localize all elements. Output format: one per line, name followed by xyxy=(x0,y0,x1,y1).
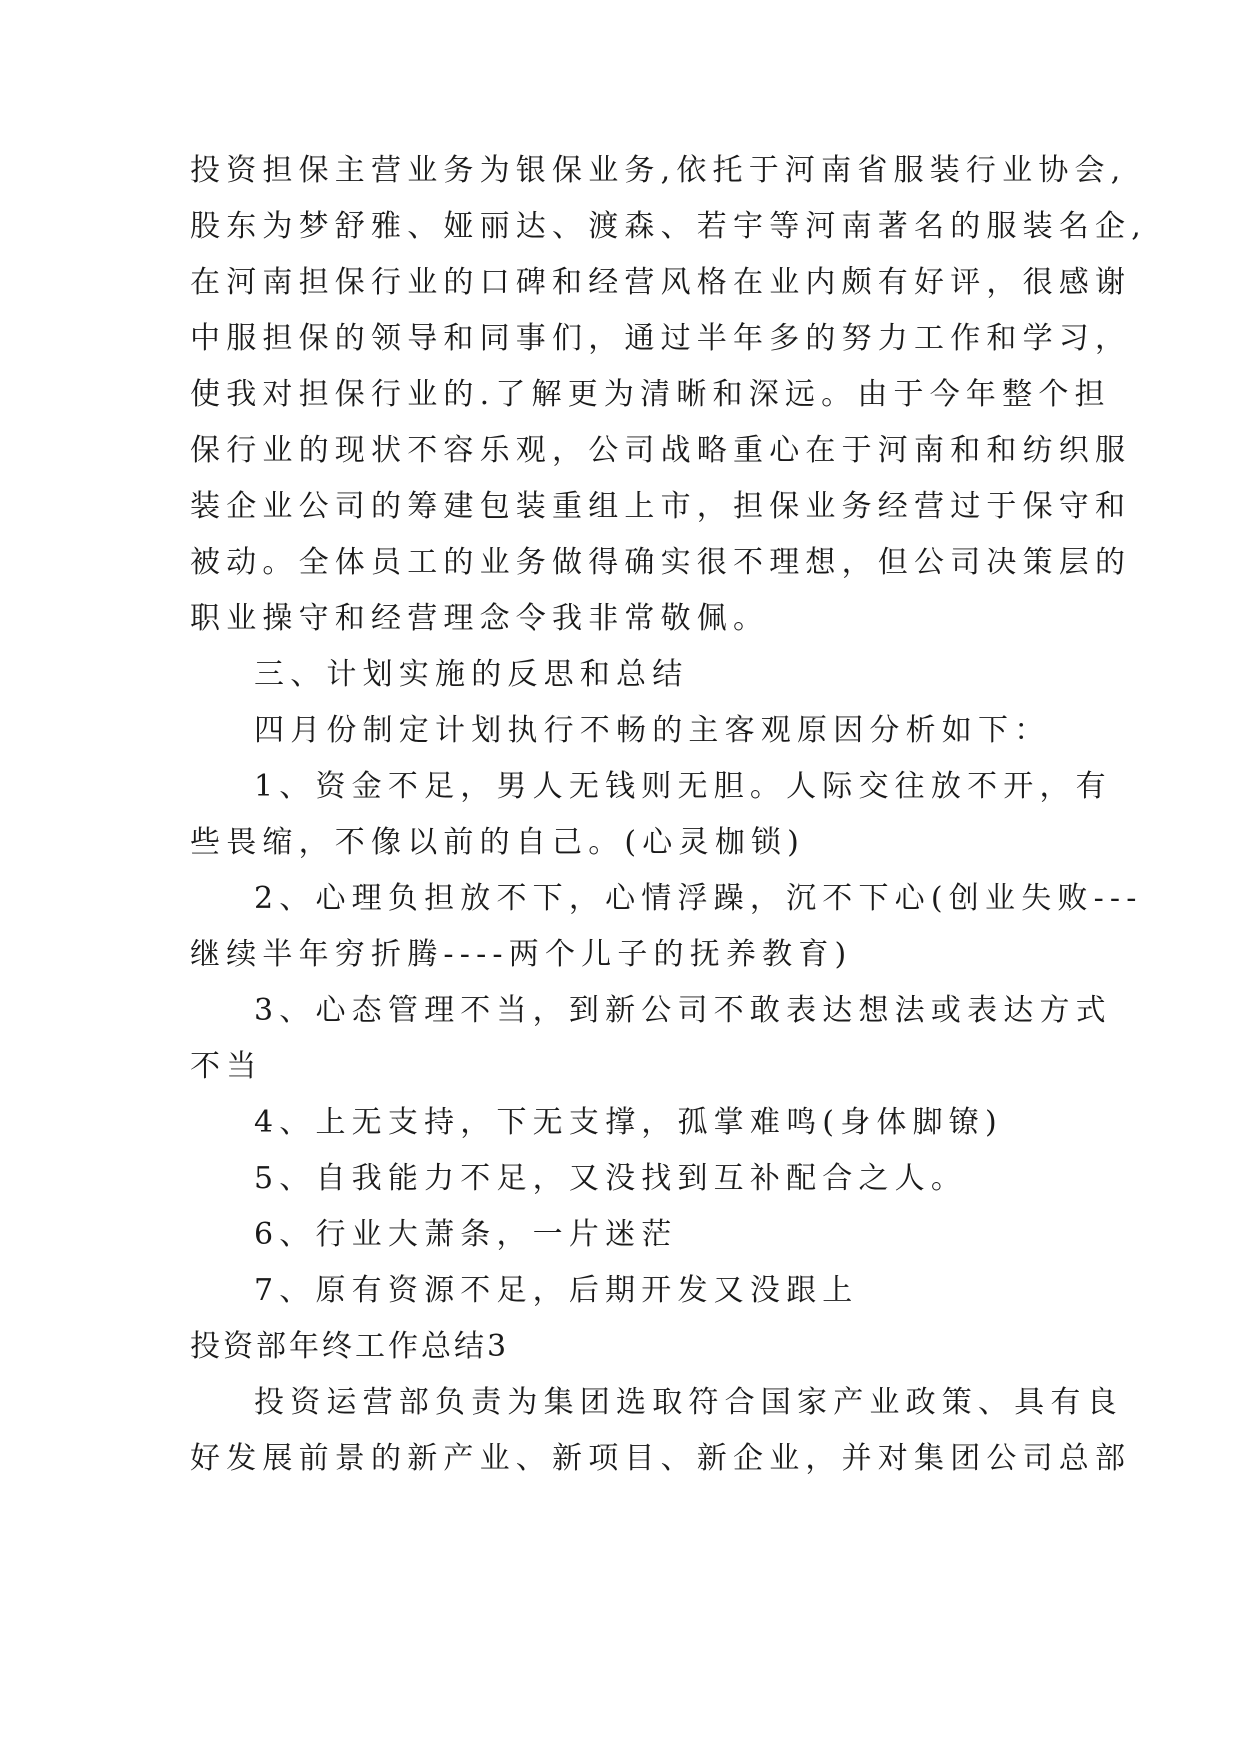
text-line: 继续半年穷折腾----两个儿子的抚养教育) xyxy=(190,937,853,972)
section-heading: 三、计划实施的反思和总结 xyxy=(254,657,689,692)
text-line: 使我对担保行业的.了解更为清晰和深远。由于今年整个担 xyxy=(190,377,1111,412)
text-line: 在河南担保行业的口碑和经营风格在业内颇有好评，很感谢 xyxy=(190,265,1132,300)
text-line: 不当 xyxy=(190,1049,263,1084)
text-line: 中服担保的领导和同事们，通过半年多的努力工作和学习， xyxy=(190,321,1132,356)
text-line: 四月份制定计划执行不畅的主客观原因分析如下： xyxy=(254,713,1051,748)
list-item: 7、原有资源不足，后期开发又没跟上 xyxy=(254,1273,859,1308)
text-line: 装企业公司的筹建包装重组上市，担保业务经营过于保守和 xyxy=(190,489,1132,524)
text-line: 保行业的现状不容乐观，公司战略重心在于河南和和纺织服 xyxy=(190,433,1132,468)
document-title: 投资部年终工作总结3 xyxy=(190,1329,510,1364)
list-item: 2、心理负担放不下，心情浮躁，沉不下心(创业失败--- xyxy=(254,881,1143,916)
text-line: 好发展前景的新产业、新项目、新企业，并对集团公司总部 xyxy=(190,1441,1132,1476)
text-line: 投资担保主营业务为银保业务,依托于河南省服装行业协会, xyxy=(190,153,1127,188)
list-item: 4、上无支持，下无支撑，孤掌难鸣(身体脚镣) xyxy=(254,1105,1003,1140)
text-line: 些畏缩，不像以前的自己。(心灵枷锁) xyxy=(190,825,806,860)
text-line: 被动。全体员工的业务做得确实很不理想，但公司决策层的 xyxy=(190,545,1132,580)
text-line: 职业操守和经营理念令我非常敬佩。 xyxy=(190,601,770,636)
list-item: 5、自我能力不足，又没找到互补配合之人。 xyxy=(254,1161,968,1196)
list-item: 1、资金不足，男人无钱则无胆。人际交往放不开，有 xyxy=(254,769,1112,804)
text-line: 投资运营部负责为集团选取符合国家产业政策、具有良 xyxy=(254,1385,1123,1420)
list-item: 3、心态管理不当，到新公司不敢表达想法或表达方式 xyxy=(254,993,1112,1028)
list-item: 6、行业大萧条，一片迷茫 xyxy=(254,1217,678,1252)
text-line: 股东为梦舒雅、娅丽达、渡森、若宇等河南著名的服装名企, xyxy=(190,209,1147,244)
